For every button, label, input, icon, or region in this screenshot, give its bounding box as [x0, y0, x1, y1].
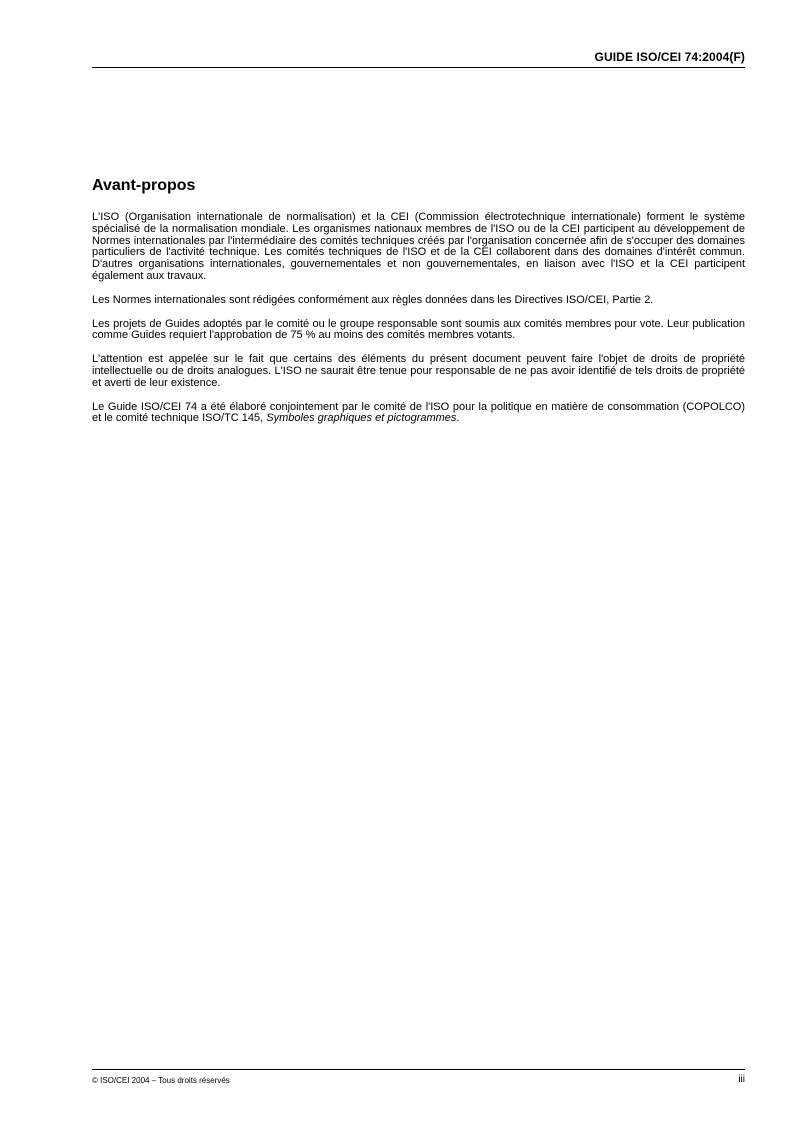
- paragraph: Les projets de Guides adoptés par le comité ou le groupe responsable sont soumis aux comités membres pour vote. Leur publication comme Guides requiert l'approbation de 75 % au moins des comités membres votants.: [92, 317, 745, 342]
- copyright-notice: © ISO/CEI 2004 – Tous droits réservés: [92, 1076, 230, 1085]
- paragraph-last-text: Le Guide ISO/CEI 74 a été élaboré conjointement par le comité de l'ISO pour la politique en matière de consommation (COPOLCO) et le comité technique ISO/TC 145,: [92, 400, 745, 425]
- paragraph: Les Normes internationales sont rédigées conformément aux règles données dans les Directives ISO/CEI, Partie 2.: [92, 293, 654, 306]
- document-code: GUIDE ISO/CEI 74:2004(F): [594, 50, 745, 64]
- committee-title: Symboles graphiques et pictogrammes: [266, 412, 457, 425]
- page-footer: [92, 1069, 745, 1090]
- section-title: Avant-propos: [92, 177, 196, 194]
- paragraph: L'ISO (Organisation internationale de normalisation) et la CEI (Commission électrotechnique internationale) forment le système spécialisé de la normalisation mondiale. Les organismes nationaux membres de l'ISO ou de la CEI participent au développement de Normes internationales par l'intermédiaire des comités techniques créés par l'organisation concernée afin de s'occuper des domaines particuliers de l'activité technique. Les comités techniques de l'ISO et de la CEI collaborent dans des domaines d'intérêt commun. D'autres organisations internationales, gouvernementales et non gouvernementales, en liaison avec l'ISO et la CEI participent également aux travaux.: [92, 211, 745, 282]
- page-number: iii: [738, 1074, 745, 1085]
- paragraph: L'attention est appelée sur le fait que certains des éléments du présent document peuvent faire l'objet de droits de propriété intellectuelle ou de droits analogues. L'ISO ne saurait être tenue pour responsable de ne pas avoir identifié de tels droits de propriété et averti de leur existence.: [92, 353, 745, 389]
- main-content: [92, 175, 745, 437]
- paragraph-last-end: .: [456, 412, 460, 425]
- paragraph-last: [92, 402, 745, 426]
- page-header: [92, 48, 745, 68]
